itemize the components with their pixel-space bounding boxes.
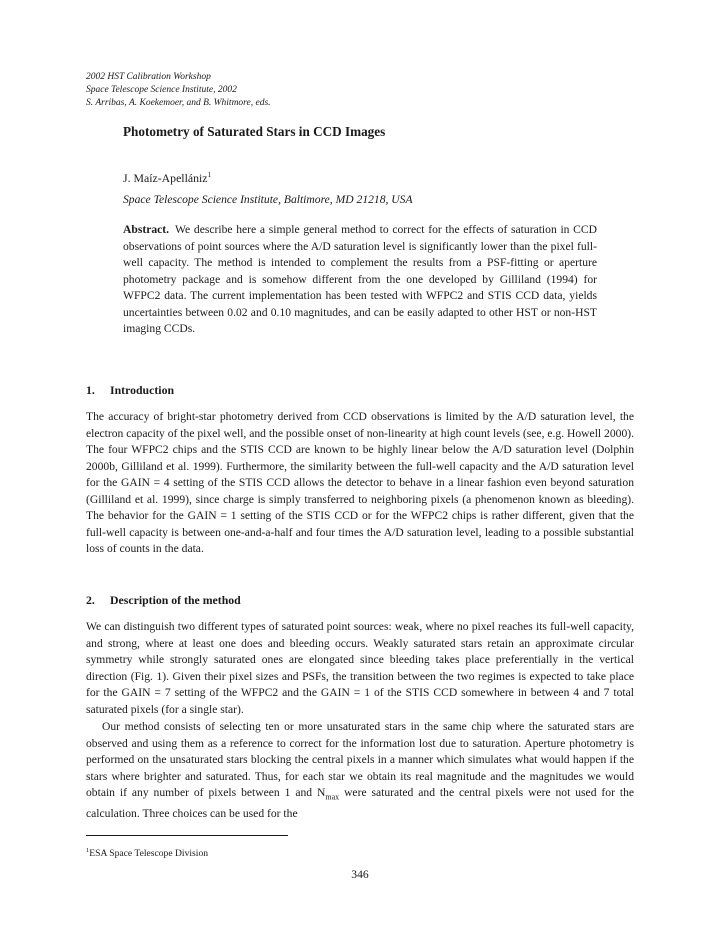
footnote-text: ESA Space Telescope Division [89,848,209,859]
header-line: Space Telescope Science Institute, 2002 [86,85,237,95]
section-heading-introduction [86,383,174,398]
section-number: 1. [86,383,95,397]
author-name: J. Maíz-Apellániz [123,171,208,185]
author-footnote-mark: 1 [207,170,212,179]
introduction-paragraph: The accuracy of bright-star photometry derived from CCD observations is limited by the A/D saturation level, the electron capacity of the pixel well, and the possible onset of non-linearity at high count levels (see, e.g. Howell 2000). The four WFPC2 chips and the STIS CCD are known to be highly linear below the A/D saturation level (Dolphin 2000b, Gilliland et al. 1999). Furthermore, the similarity between the full-well capacity and the A/D saturation level for the GAIN = 4 setting of the STIS CCD allows the detector to behave in a linear fashion even beyond saturation (Gilliland et al. 1999), since charge is simply transferred to neighboring pixels (a phenomenon known as bleeding). The behavior for the GAIN = 1 setting of the STIS CCD or for the WFPC2 chips is rather different, given that the full-well capacity is between one-and-a-half and four times the A/D saturation level, leading to a possible substantial loss of counts in the data. [86,410,634,555]
section-heading-method [86,593,241,608]
paper-title: Photometry of Saturated Stars in CCD Images [123,124,386,139]
author-affiliation: Space Telescope Science Institute, Baltimore, MD 21218, USA [123,193,413,206]
paragraph-text: were saturated and the central pixels were not used for the calculation. Three choices can be used for the [86,786,635,820]
section-title: Introduction [110,383,175,397]
abstract-text: We describe here a simple general method to correct for the effects of saturation in CCD observations of point sources where the A/D saturation level is significantly lower than the pixel full-well capacity. The method is intended to complement the results from a PSF-fitting or aperture photometry package and is somehow different from the one developed by Gilliland (1994) for WFPC2 data. The current implementation has been tested with WFPC2 and STIS CCD data, yields uncertainties between 0.02 and 0.10 magnitudes, and can be easily adapted to other HST or non-HST imaging CCDs. [123,223,597,335]
nmax-subscript: max [325,792,340,802]
section-title: Description of the method [110,593,241,607]
method-paragraph: We can distinguish two different types of saturated point sources: weak, where no pixel reaches its full-well capacity, and strong, where at least one does and bleeding occurs. Weakly saturated stars retain an approximate circular symmetry while strongly saturated ones are elongated since bleeding takes place preferentially in the vertical direction (Fig. 1). Given their pixel sizes and PSFs, the transition between the two regimes is expected to take place for the GAIN = 7 setting of the WFPC2 and the GAIN = 1 of the STIS CCD somewhere in between 4 and 7 total saturated pixels (for a single star). [86,620,634,716]
paragraph-text: Our method consists of selecting ten or more unsaturated stars in the same chip where the saturated stars are observed and using them as a reference to correct for the information lost due to saturation. Aperture photometry is performed on the unsaturated stars blocking the central pixels in a manner which simulates what would happen if the stars where brighter and saturated. Thus, for each star we obtain its real magnitude and the magnitudes we would obtain if any number of pixels between 1 and N [86,720,634,799]
page-number: 346 [351,868,369,881]
author-line [123,170,211,186]
footnote-mark: 1 [86,847,90,854]
abstract [123,222,597,338]
header-line: S. Arribas, A. Koekemoer, and B. Whitmore, eds. [86,98,271,108]
footnote [86,847,208,859]
footnote-rule [86,835,288,836]
abstract-label: Abstract. [123,223,170,236]
conference-header [86,71,271,110]
section-number: 2. [86,593,95,607]
header-line: 2002 HST Calibration Workshop [86,72,211,82]
method-paragraph [86,719,634,822]
